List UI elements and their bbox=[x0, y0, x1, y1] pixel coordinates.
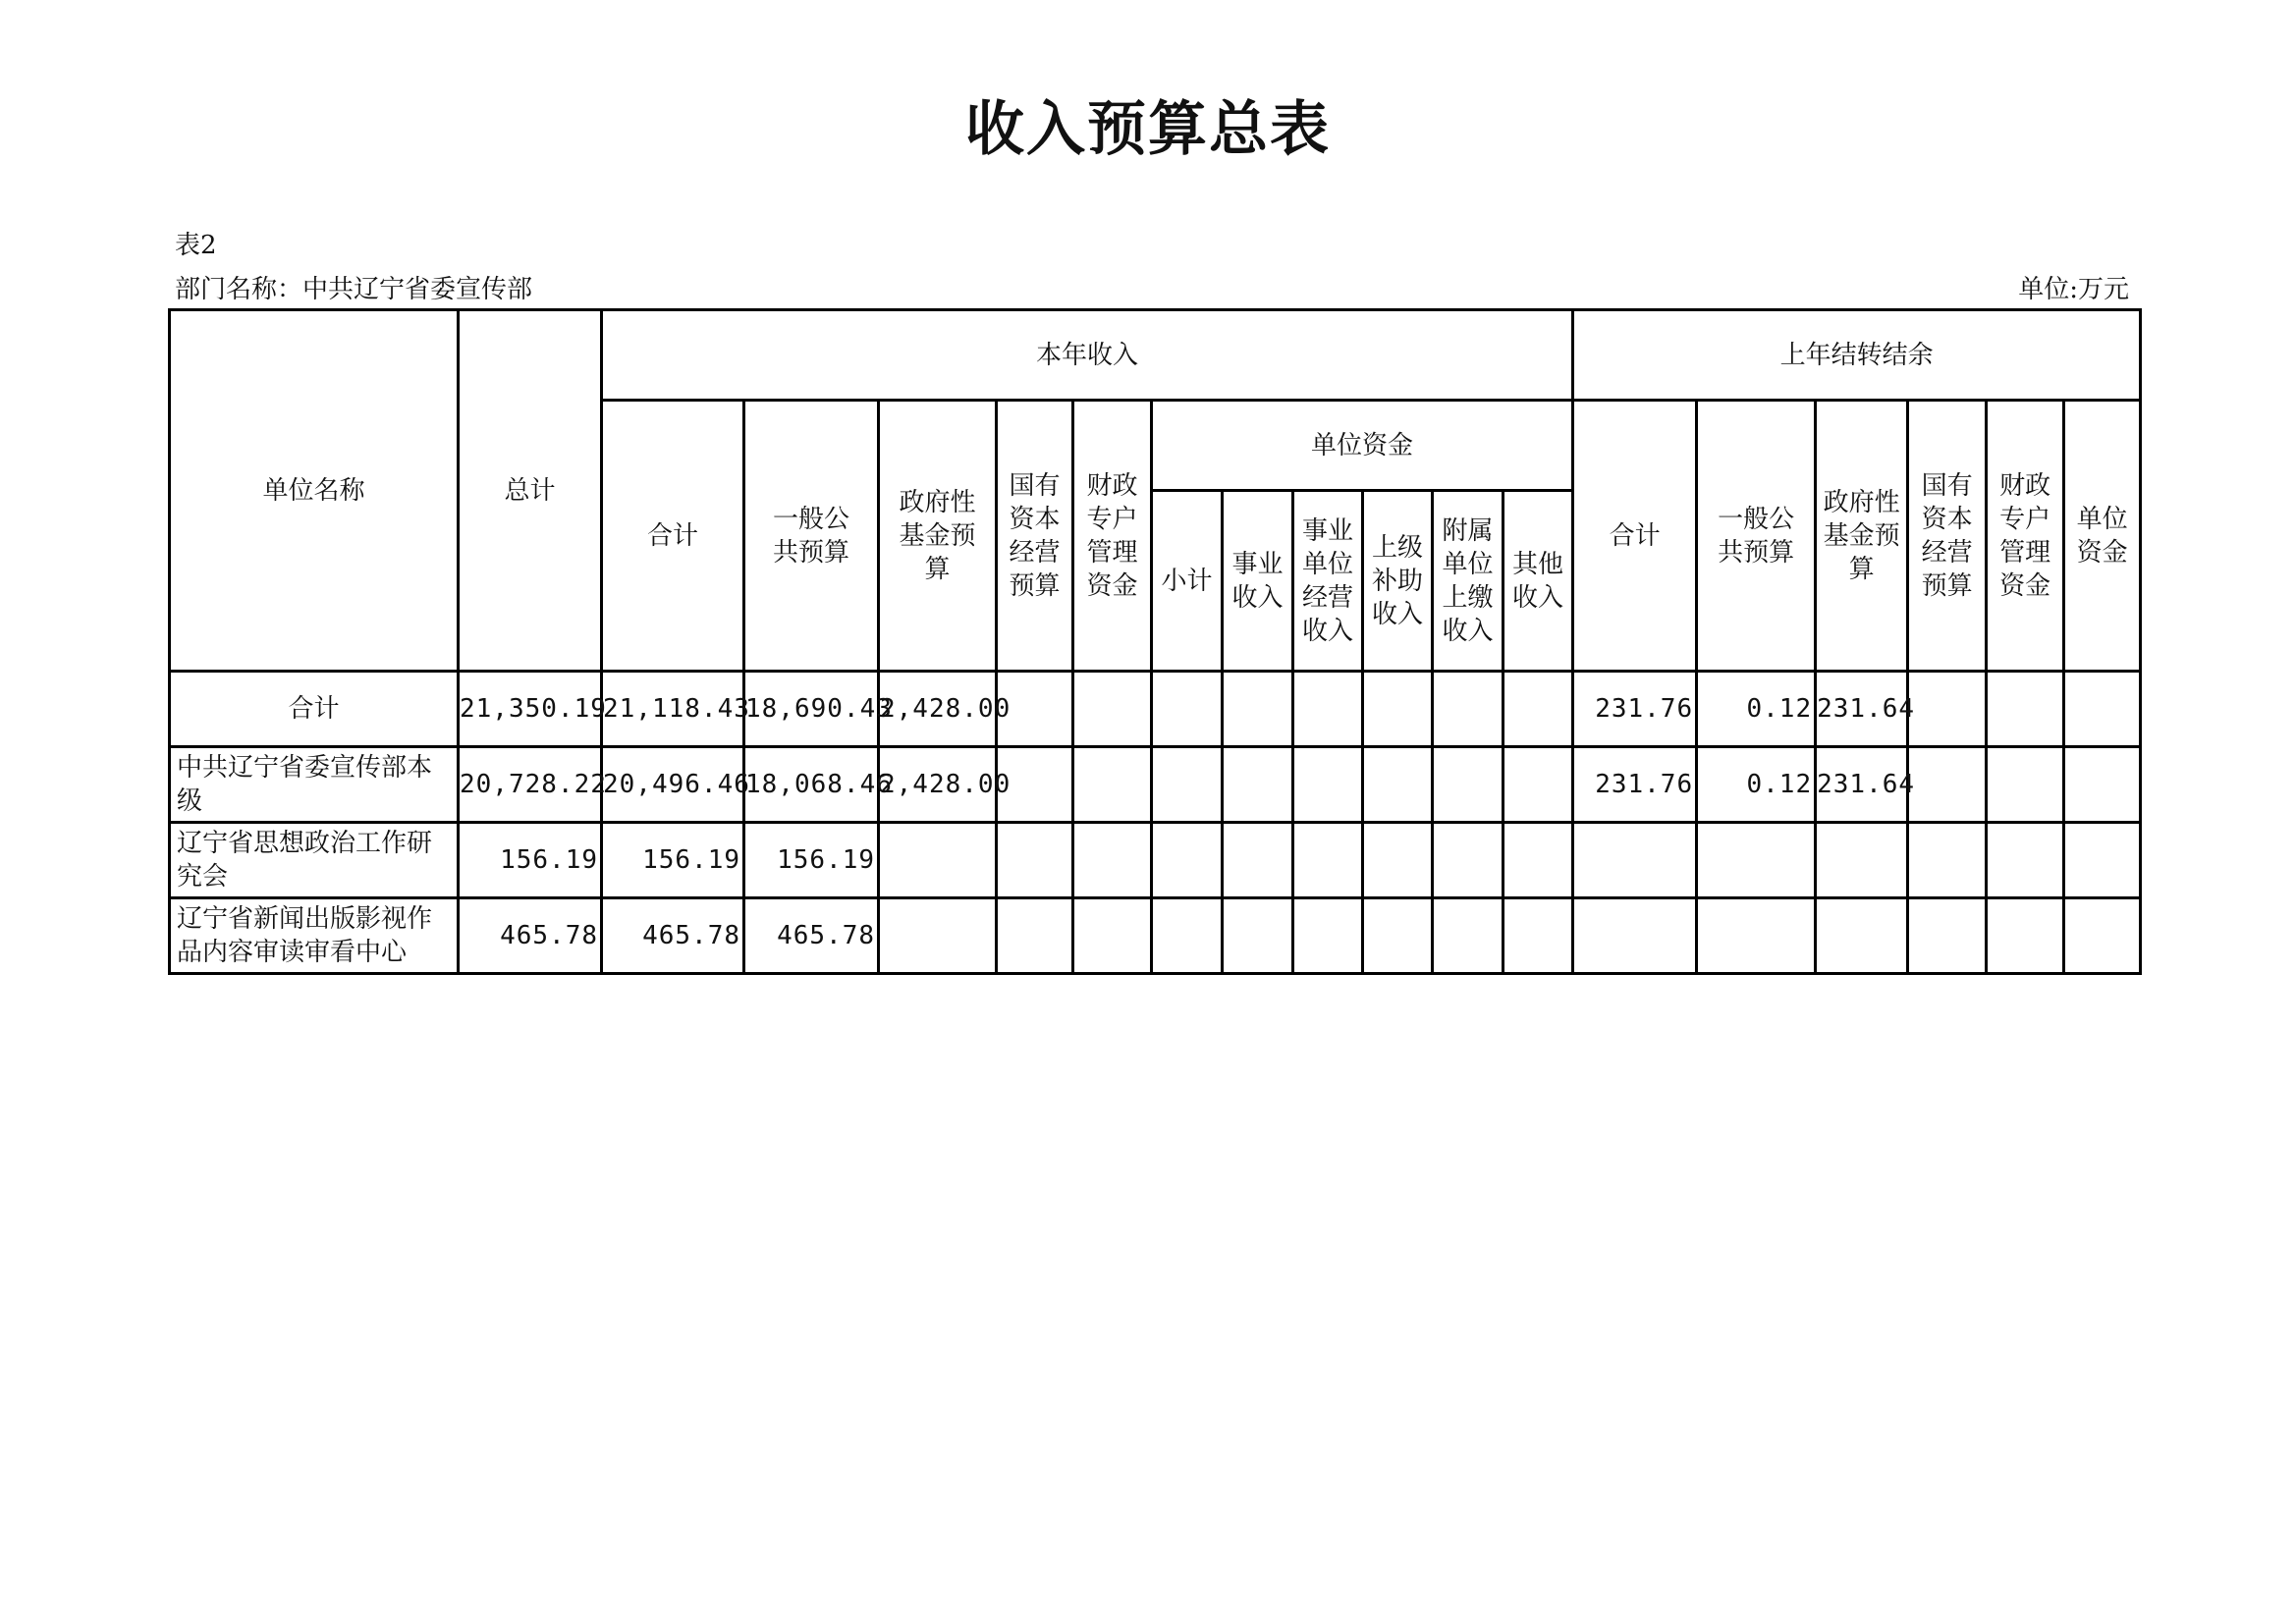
cell-empty bbox=[1073, 747, 1152, 823]
cell-empty bbox=[1697, 898, 1816, 974]
cell-total: 465.78 bbox=[459, 898, 602, 974]
cell-py-gov-fund: 231.64 bbox=[1816, 747, 1908, 823]
unit-label: 单位:万元 bbox=[2018, 275, 2129, 304]
cell-empty bbox=[1152, 823, 1223, 898]
header-unit-name: 单位名称 bbox=[170, 310, 459, 672]
cell-empty bbox=[1987, 898, 2064, 974]
cell-empty bbox=[997, 898, 1073, 974]
cell-empty bbox=[879, 898, 997, 974]
header-uf-other-income: 其他收入 bbox=[1503, 491, 1573, 672]
cell-empty bbox=[1293, 672, 1363, 747]
header-total: 总计 bbox=[459, 310, 602, 672]
header-uf-subsidy-income: 上级补助收入 bbox=[1363, 491, 1433, 672]
row-unit-name: 中共辽宁省委宣传部本级 bbox=[170, 747, 459, 823]
cell-empty bbox=[2064, 823, 2141, 898]
header-uf-subtotal: 小计 bbox=[1152, 491, 1223, 672]
table-row-total bbox=[170, 672, 2141, 747]
cell-py-general: 0.12 bbox=[1697, 672, 1816, 747]
cell-cy-total: 465.78 bbox=[602, 898, 744, 974]
cell-cy-total: 20,496.46 bbox=[602, 747, 744, 823]
cell-empty bbox=[1573, 898, 1697, 974]
header-uf-operation-income: 事业单位经营收入 bbox=[1293, 491, 1363, 672]
table-row bbox=[170, 747, 2141, 823]
cell-empty bbox=[1223, 823, 1293, 898]
cell-empty bbox=[1987, 823, 2064, 898]
row-unit-name: 辽宁省思想政治工作研究会 bbox=[170, 823, 459, 898]
cell-cy-general: 18,690.43 bbox=[744, 672, 879, 747]
cell-empty bbox=[1073, 823, 1152, 898]
cell-empty bbox=[1223, 747, 1293, 823]
cell-empty bbox=[2064, 898, 2141, 974]
cell-py-total: 231.76 bbox=[1573, 747, 1697, 823]
cell-py-total: 231.76 bbox=[1573, 672, 1697, 747]
cell-empty bbox=[2064, 672, 2141, 747]
cell-py-gov-fund: 231.64 bbox=[1816, 672, 1908, 747]
cell-empty bbox=[1152, 672, 1223, 747]
cell-empty bbox=[1073, 898, 1152, 974]
cell-empty bbox=[1152, 747, 1223, 823]
cell-empty bbox=[1363, 672, 1433, 747]
cell-empty bbox=[1363, 747, 1433, 823]
cell-empty bbox=[1223, 672, 1293, 747]
header-uf-affiliated-income: 附属单位上缴收入 bbox=[1433, 491, 1503, 672]
table-number: 表2 bbox=[175, 231, 217, 260]
cell-empty bbox=[1293, 747, 1363, 823]
cell-empty bbox=[1433, 747, 1503, 823]
header-cy-fiscal-special-funds: 财政专户管理资金 bbox=[1073, 401, 1152, 672]
cell-empty bbox=[1293, 898, 1363, 974]
cell-total: 156.19 bbox=[459, 823, 602, 898]
cell-cy-general: 18,068.46 bbox=[744, 747, 879, 823]
header-py-total: 合计 bbox=[1573, 401, 1697, 672]
cell-cy-gov-fund: 2,428.00 bbox=[879, 672, 997, 747]
cell-empty bbox=[1363, 898, 1433, 974]
cell-cy-general: 465.78 bbox=[744, 898, 879, 974]
cell-empty bbox=[1908, 672, 1987, 747]
table-row bbox=[170, 898, 2141, 974]
cell-cy-total: 156.19 bbox=[602, 823, 744, 898]
header-uf-business-income: 事业收入 bbox=[1223, 491, 1293, 672]
table-row bbox=[170, 823, 2141, 898]
header-py-general-budget: 一般公共预算 bbox=[1697, 401, 1816, 672]
header-cy-total: 合计 bbox=[602, 401, 744, 672]
cell-empty bbox=[1503, 672, 1573, 747]
cell-total: 20,728.22 bbox=[459, 747, 602, 823]
header-py-gov-fund-budget: 政府性基金预算 bbox=[1816, 401, 1908, 672]
header-current-year-income: 本年收入 bbox=[602, 310, 1573, 401]
cell-empty bbox=[2064, 747, 2141, 823]
cell-empty bbox=[997, 823, 1073, 898]
cell-empty bbox=[1433, 823, 1503, 898]
cell-empty bbox=[1987, 747, 2064, 823]
cell-empty bbox=[1503, 823, 1573, 898]
cell-empty bbox=[1908, 898, 1987, 974]
department-name: 部门名称：中共辽宁省委宣传部 bbox=[175, 275, 533, 304]
header-py-unit-funds: 单位资金 bbox=[2064, 401, 2141, 672]
cell-empty bbox=[1503, 747, 1573, 823]
cell-empty bbox=[1433, 672, 1503, 747]
header-cy-state-capital-budget: 国有资本经营预算 bbox=[997, 401, 1073, 672]
cell-py-general: 0.12 bbox=[1697, 747, 1816, 823]
cell-cy-total: 21,118.43 bbox=[602, 672, 744, 747]
cell-empty bbox=[1073, 672, 1152, 747]
cell-empty bbox=[1816, 823, 1908, 898]
header-cy-general-budget: 一般公共预算 bbox=[744, 401, 879, 672]
cell-empty bbox=[1573, 823, 1697, 898]
cell-cy-general: 156.19 bbox=[744, 823, 879, 898]
row-unit-name: 合计 bbox=[170, 672, 459, 747]
cell-empty bbox=[1908, 823, 1987, 898]
cell-empty bbox=[879, 823, 997, 898]
row-unit-name: 辽宁省新闻出版影视作品内容审读审看中心 bbox=[170, 898, 459, 974]
cell-empty bbox=[1293, 823, 1363, 898]
cell-cy-gov-fund: 2,428.00 bbox=[879, 747, 997, 823]
cell-empty bbox=[1697, 823, 1816, 898]
header-py-state-capital-budget: 国有资本经营预算 bbox=[1908, 401, 1987, 672]
cell-empty bbox=[1433, 898, 1503, 974]
cell-empty bbox=[1816, 898, 1908, 974]
budget-table bbox=[168, 308, 2142, 975]
header-prior-year-carryover: 上年结转结余 bbox=[1573, 310, 2141, 401]
cell-empty bbox=[1503, 898, 1573, 974]
cell-empty bbox=[1152, 898, 1223, 974]
cell-empty bbox=[1908, 747, 1987, 823]
cell-empty bbox=[1987, 672, 2064, 747]
page-title: 收入预算总表 bbox=[965, 95, 1331, 164]
cell-empty bbox=[1223, 898, 1293, 974]
cell-total: 21,350.19 bbox=[459, 672, 602, 747]
cell-empty bbox=[1363, 823, 1433, 898]
header-py-fiscal-special-funds: 财政专户管理资金 bbox=[1987, 401, 2064, 672]
header-cy-gov-fund-budget: 政府性基金预算 bbox=[879, 401, 997, 672]
header-unit-funds: 单位资金 bbox=[1152, 401, 1573, 491]
